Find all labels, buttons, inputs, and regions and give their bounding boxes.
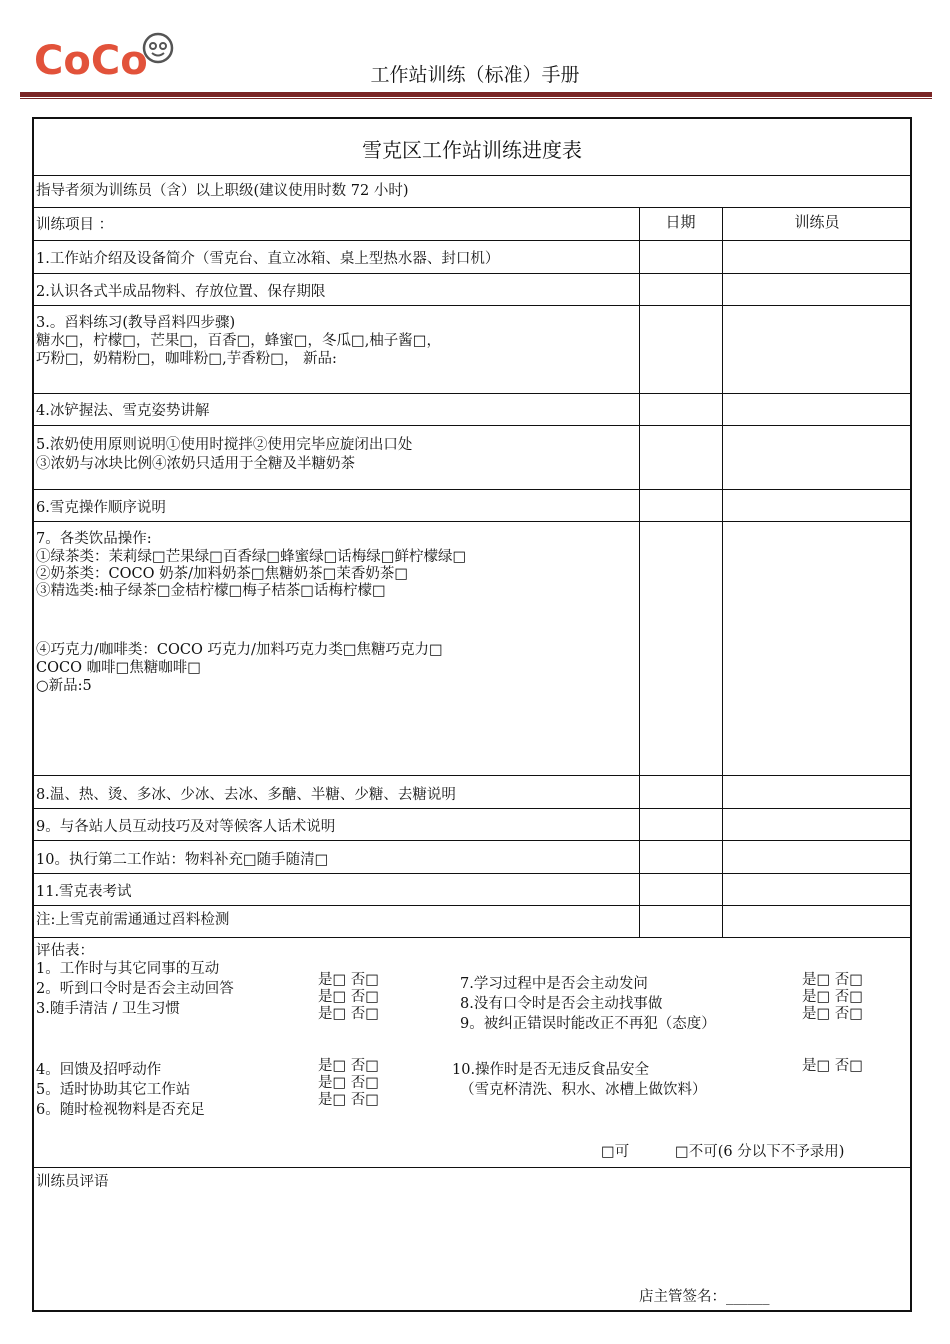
evaluation-item: 1。工作时与其它同事的互动 <box>36 961 220 977</box>
column-divider <box>722 207 723 937</box>
row-divider <box>32 937 912 938</box>
yes-no-checkbox[interactable]: 是□ 否□ <box>802 1058 864 1074</box>
row-divider <box>32 175 912 176</box>
training-item-1: 1.工作站介绍及设备简介（雪克台、直立冰箱、桌上型热水器、封口机） <box>36 251 500 267</box>
row-divider <box>32 905 912 906</box>
training-item-7-line: ①绿茶类：茉莉绿□芒果绿□百香绿□蜂蜜绿□话梅绿□鲜柠檬绿□ <box>36 549 467 565</box>
training-item-6: 6.雪克操作顺序说明 <box>36 500 166 516</box>
page-header-title: 工作站训练（标准）手册 <box>370 64 580 86</box>
training-item-7-line: ○新品:5 <box>36 678 92 694</box>
training-item-10: 10。执行第二工作站：物料补充□随手随清□ <box>36 852 329 868</box>
training-item-7-line: ②奶茶类：COCO 奶茶/加料奶茶□焦糖奶茶□茉香奶茶□ <box>36 566 409 582</box>
training-item-11: 11.雪克表考试 <box>36 884 132 900</box>
row-divider <box>32 240 912 241</box>
training-item-3: 3.。舀料练习(教导舀料四步骤) <box>36 315 236 331</box>
evaluation-item: 5。适时协助其它工作站 <box>36 1082 191 1098</box>
column-header-trainer: 训练员 <box>794 213 840 231</box>
row-divider <box>32 840 912 841</box>
row-divider <box>32 425 912 426</box>
row-divider <box>32 273 912 274</box>
yes-no-checkbox[interactable]: 是□ 否□ <box>802 972 864 988</box>
fail-checkbox[interactable]: □不可(6 分以下不予录用) <box>675 1144 845 1160</box>
evaluation-item: 4。回馈及招呼动作 <box>36 1062 162 1078</box>
training-item-7-line: ③精选类:柚子绿茶□金桔柠檬□梅子桔茶□话梅柠檬□ <box>36 583 386 599</box>
yes-no-checkbox[interactable]: 是□ 否□ <box>318 1092 380 1108</box>
training-item-4: 4.冰铲握法、雪克姿势讲解 <box>36 403 210 419</box>
training-item-7: 7。各类饮品操作: <box>36 531 152 547</box>
evaluation-item-note: （雪克杯清洗、积水、冰槽上做饮料） <box>460 1082 707 1098</box>
training-item-8: 8.温、热、烫、多冰、少冰、去冰、多醣、半糖、少糖、去糖说明 <box>36 787 456 803</box>
row-divider <box>32 489 912 490</box>
evaluation-item: 3.随手清洁 / 卫生习惯 <box>36 1001 180 1017</box>
training-item-9: 9。与各站人员互动技巧及对等候客人话术说明 <box>36 819 336 835</box>
training-item-3-line: 糖水□，柠檬□，芒果□，百香□，蜂蜜□，冬瓜□,柚子酱□， <box>36 333 442 349</box>
yes-no-checkbox[interactable]: 是□ 否□ <box>318 1058 380 1074</box>
form-title: 雪克区工作站训练进度表 <box>362 138 582 162</box>
column-header-item: 训练项目 ： <box>36 217 114 233</box>
column-header-date: 日期 <box>665 213 696 231</box>
yes-no-checkbox[interactable]: 是□ 否□ <box>318 1075 380 1091</box>
yes-no-checkbox[interactable]: 是□ 否□ <box>802 1006 864 1022</box>
training-item-2: 2.认识各式半成品物料、存放位置、保存期限 <box>36 284 326 300</box>
yes-no-checkbox[interactable]: 是□ 否□ <box>318 1006 380 1022</box>
yes-no-checkbox[interactable]: 是□ 否□ <box>318 972 380 988</box>
row-divider <box>32 305 912 306</box>
evaluation-item: 10.操作时是否无违反食品安全 <box>452 1062 650 1078</box>
evaluation-heading: 评估表： <box>36 943 94 959</box>
instruction-text: 指导者须为训练员（含）以上职级(建议使用时数 72 小时) <box>36 183 409 199</box>
logo-text: CoCo <box>34 38 148 84</box>
pass-checkbox[interactable]: □可 <box>601 1144 630 1160</box>
evaluation-item: 9。被纠正错误时能改正不再犯（态度） <box>460 1016 716 1032</box>
header-divider-thin <box>20 98 932 99</box>
header-divider <box>20 92 932 97</box>
training-item-3-line: 巧粉□，奶精粉□，咖啡粉□,芋香粉□， 新品: <box>36 351 337 367</box>
evaluation-item: 7.学习过程中是否会主动发问 <box>460 976 648 992</box>
row-divider <box>32 873 912 874</box>
yes-no-checkbox[interactable]: 是□ 否□ <box>318 989 380 1005</box>
training-note: 注:上雪克前需通通过舀料检测 <box>36 912 230 928</box>
yes-no-checkbox[interactable]: 是□ 否□ <box>802 989 864 1005</box>
evaluation-item: 8.没有口令时是否会主动找事做 <box>460 996 663 1012</box>
training-item-5-line: ③浓奶与冰块比例④浓奶只适用于全糖及半糖奶茶 <box>36 456 355 472</box>
trainer-comment-label: 训练员评语 <box>36 1174 109 1190</box>
evaluation-item: 6。随时检视物料是否充足 <box>36 1102 205 1118</box>
training-item-5: 5.浓奶使用原则说明①使用时搅拌②使用完毕应旋闭出口处 <box>36 437 413 453</box>
training-item-7-line: ④巧克力/咖啡类：COCO 巧克力/加料巧克力类□焦糖巧克力□ <box>36 642 443 658</box>
row-divider <box>32 775 912 776</box>
row-divider <box>32 207 912 208</box>
row-divider <box>32 1167 912 1168</box>
training-item-7-line: COCO 咖啡□焦糖咖啡□ <box>36 660 201 676</box>
row-divider <box>32 521 912 522</box>
column-divider <box>639 207 640 937</box>
manager-signature-label: 店主管签名：______ <box>639 1289 770 1305</box>
row-divider <box>32 393 912 394</box>
evaluation-item: 2。听到口令时是否会主动回答 <box>36 981 234 997</box>
row-divider <box>32 808 912 809</box>
